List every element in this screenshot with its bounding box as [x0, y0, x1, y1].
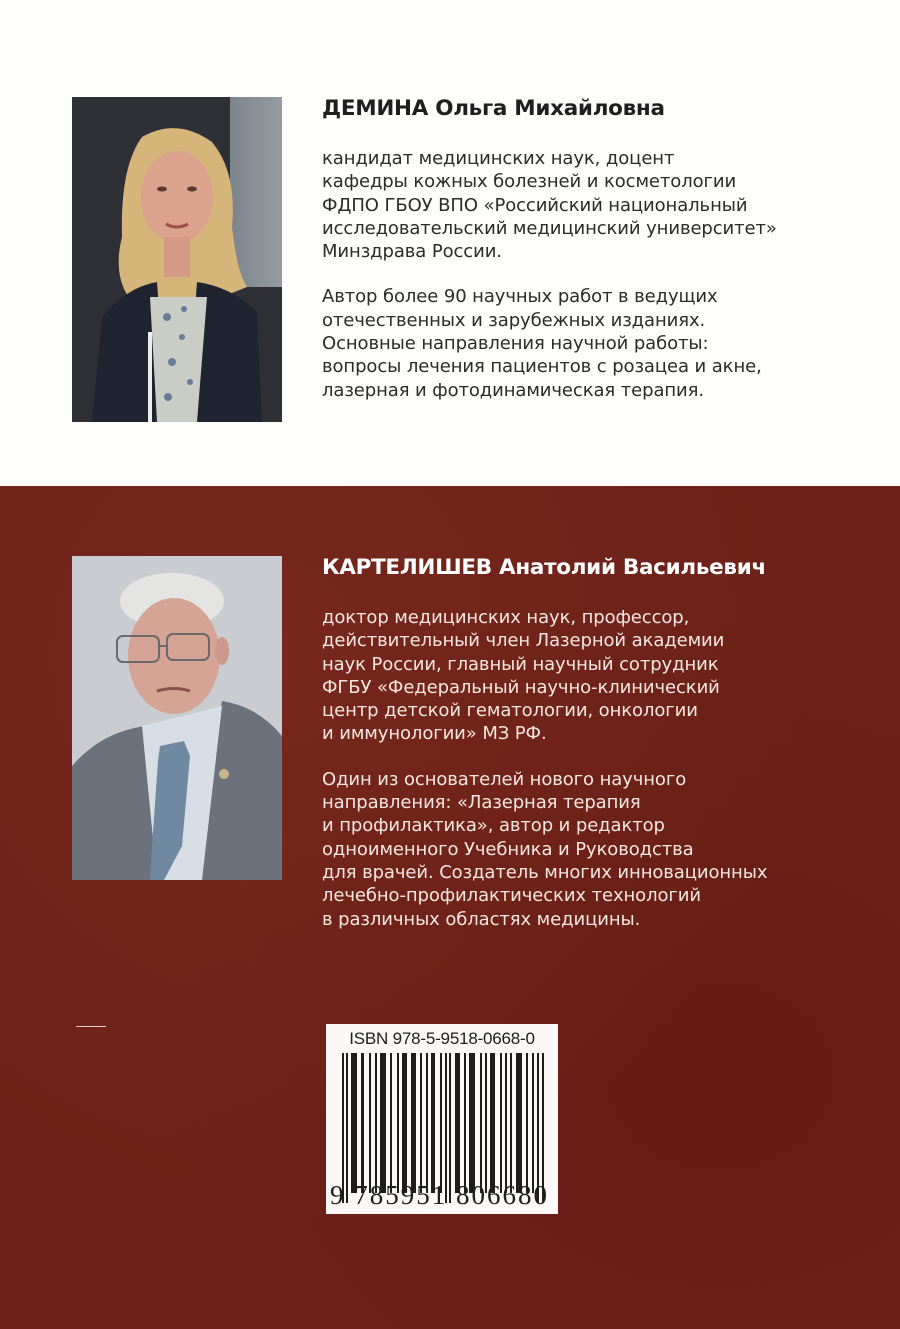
author-1-research	[322, 285, 842, 401]
text-line: Автор более 90 научных работ в ведущих	[322, 286, 718, 308]
decorative-dash	[76, 1026, 106, 1027]
text-line: и профилактика», автор и редактор	[322, 815, 665, 837]
text-line: одноименного Учебника и Руководства	[322, 838, 694, 860]
text-line: доктор медицинских наук, профессор,	[322, 607, 690, 628]
text-line: для врачей. Создатель многих инновационных	[322, 861, 768, 883]
text-line: кандидат медицинских наук, доцент	[322, 148, 675, 169]
text-line: лечебно-профилактических технологий	[322, 885, 701, 907]
barcode-digits: 9 785951 806680	[330, 1180, 549, 1210]
isbn-label: ISBN 978-5-9518-0668-0	[349, 1029, 535, 1048]
isbn-barcode	[326, 1024, 558, 1214]
text-line: Минздрава России.	[322, 241, 502, 263]
author-1-photo	[72, 97, 282, 422]
text-line: в различных областях медицины.	[322, 908, 641, 930]
text-line: ФДПО ГБОУ ВПО «Российский национальный	[322, 194, 748, 216]
author-1-bio	[322, 96, 842, 424]
author-2-name: КАРТЕЛИШЕВ Анатолий Васильевич	[322, 555, 766, 580]
text-line: центр детской гематологии, онкологии	[322, 700, 698, 722]
author-1-credentials	[322, 147, 842, 263]
text-line: отечественных и зарубежных изданиях.	[322, 309, 706, 331]
text-line: действительный член Лазерной академии	[322, 630, 725, 652]
author-2-photo	[72, 556, 282, 880]
text-line: Основные направления научной работы:	[322, 333, 709, 355]
text-line: наук России, главный научный сотрудник	[322, 653, 719, 675]
author-2-credentials	[322, 606, 842, 746]
text-line: ФГБУ «Федеральный научно-клинический	[322, 676, 720, 698]
text-line: Один из основателей нового научного	[322, 768, 687, 790]
text-line: исследовательский медицинский университет»	[322, 217, 777, 239]
text-line: лазерная и фотодинамическая терапия.	[322, 379, 704, 401]
text-line: вопросы лечения пациентов с розацеа и акне,	[322, 356, 762, 378]
text-line: и иммунологии» МЗ РФ.	[322, 723, 547, 745]
text-line: кафедры кожных болезней и косметологии	[322, 171, 737, 193]
text-line: направления: «Лазерная терапия	[322, 792, 641, 814]
author-2-achievements	[322, 768, 842, 931]
author-2-bio	[322, 555, 842, 953]
author-1-name: ДЕМИНА Ольга Михайловна	[322, 96, 665, 121]
